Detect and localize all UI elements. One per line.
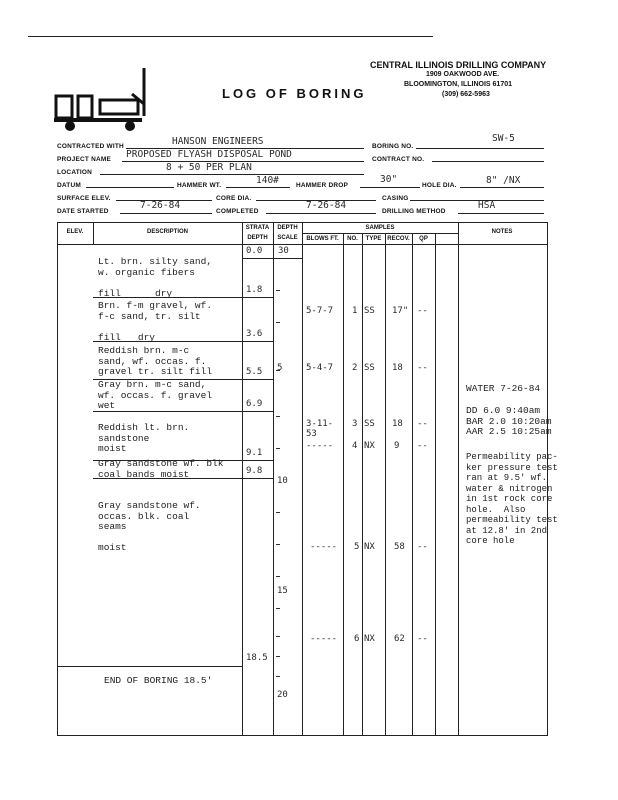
sample-recov: 17" [392, 306, 409, 316]
boring-no-value: SW-5 [492, 133, 515, 144]
col-blows: BLOWS FT. [306, 236, 339, 242]
strata-depth: 9.1 [246, 448, 263, 458]
location-value: 8 + 50 PER PLAN [166, 162, 252, 173]
date-started-label: DATE STARTED [57, 208, 109, 215]
project-name-label: PROJECT NAME [57, 156, 112, 163]
notes-readings: DD 6.0 9:40am BAR 2.0 10:20am AAR 2.5 10:25am [466, 405, 552, 437]
scale-mark-10: 10 [277, 476, 288, 486]
sample-blows: ----- [306, 441, 334, 451]
drilling-rig-logo [52, 66, 162, 134]
sample-qp: -- [417, 634, 428, 644]
strata-depth: 1.8 [246, 285, 263, 295]
datum-label: DATUM [57, 182, 81, 189]
sample-qp: -- [417, 542, 428, 552]
sample-no: 3 [352, 419, 358, 429]
layer-description: Gray sandstone wf. blk coal bands moist [98, 458, 224, 480]
project-name-value: PROPOSED FLYASH DISPOSAL POND [126, 149, 292, 160]
sample-type: NX [364, 634, 375, 644]
sample-blows: 3-11- 53 [306, 419, 334, 439]
layer-description: Gray brn. m-c sand, wf. occas. f. gravel wet [98, 379, 213, 411]
strata-depth: 5.5 [246, 367, 263, 377]
end-of-boring: END OF BORING 18.5' [104, 675, 213, 686]
sample-no: 1 [352, 306, 358, 316]
scale-start: 30 [278, 246, 289, 256]
drilling-method-value: HSA [478, 200, 496, 211]
hole-dia-label: HOLE DIA. [422, 182, 457, 189]
sample-recov: 9 [394, 441, 400, 451]
hole-dia-value: 8" /NX [486, 175, 521, 186]
completed-label: COMPLETED [216, 208, 259, 215]
sample-type: SS [364, 419, 375, 429]
company-city: BLOOMINGTON, ILLINOIS 61701 [404, 81, 513, 88]
strata-depth-top: 0.0 [246, 246, 263, 256]
sample-no: 5 [354, 542, 360, 552]
col-recov: RECOV. [387, 236, 410, 242]
col-elev: ELEV. [66, 229, 84, 235]
hammer-drop-value: 30" [380, 174, 398, 185]
col-strata: STRATA [245, 225, 270, 231]
boring-no-label: BORING NO. [372, 143, 414, 150]
casing-label: CASING [382, 195, 409, 202]
company-phone: (309) 662-5963 [442, 91, 490, 98]
layer-description: Lt. brn. silty sand, w. organic fibers fill dry [98, 256, 213, 299]
sample-blows: ----- [310, 634, 338, 644]
col-depth: DEPTH [247, 235, 268, 241]
sample-recov: 62 [394, 634, 405, 644]
notes-water: WATER 7-26-84 [466, 383, 541, 394]
strata-depth: 9.8 [246, 466, 263, 476]
scale-mark-15: 15 [277, 586, 288, 596]
layer-description: Reddish brn. m-c sand, wf. occas. f. gravel tr. silt fill [98, 345, 213, 377]
drilling-method-label: DRILLING METHOD [382, 208, 446, 215]
col-qp: QP [419, 236, 428, 242]
sample-no: 2 [352, 363, 358, 373]
notes-permeability: Permeability pac- ker pressure test ran at 9.5' wf. water & nitrogen in 1st rock core hole. Also permeability test at 12.8' in 2nd core hole [466, 452, 558, 546]
col-scale: SCALE [277, 235, 298, 241]
sample-qp: -- [417, 306, 428, 316]
scale-mark-20: 20 [277, 690, 288, 700]
layer-description: Gray sandstone wf. occas. blk. coal seams moist [98, 500, 201, 553]
col-no: NO. [347, 236, 358, 242]
company-address: 1909 OAKWOOD AVE. [426, 71, 500, 78]
sample-recov: 58 [394, 542, 405, 552]
sample-no: 4 [352, 441, 358, 451]
contracted-with-label: CONTRACTED WITH [57, 143, 124, 150]
col-description: DESCRIPTION [146, 229, 188, 235]
contract-no-label: CONTRACT NO. [372, 156, 425, 163]
col-depth-scale: DEPTH [277, 225, 298, 231]
hammer-wt-label: HAMMER WT. [177, 182, 222, 189]
col-notes: NOTES [491, 229, 513, 235]
core-dia-label: CORE DIA. [216, 195, 252, 202]
sample-blows: 5-7-7 [306, 306, 334, 316]
strata-depth: 18.5 [246, 653, 268, 663]
page-title: LOG OF BORING [222, 86, 367, 101]
sample-qp: -- [417, 363, 428, 373]
strata-depth: 3.6 [246, 329, 263, 339]
sample-blows: ----- [310, 542, 338, 552]
sample-type: NX [364, 441, 375, 451]
sample-recov: 18 [392, 363, 403, 373]
sample-recov: 18 [392, 419, 403, 429]
scale-mark-5: 5 [277, 363, 283, 373]
col-type: TYPE [365, 236, 382, 242]
date-started-value: 7-26-84 [140, 200, 181, 211]
sample-blows: 5-4-7 [306, 363, 334, 373]
top-rule [28, 36, 433, 37]
sample-type: SS [364, 306, 375, 316]
contracted-with-value: HANSON ENGINEERS [172, 136, 264, 147]
location-label: LOCATION [57, 169, 93, 176]
company-name: CENTRAL ILLINOIS DRILLING COMPANY [370, 60, 547, 70]
layer-description: Brn. f-m gravel, wf. f-c sand, tr. silt fill dry [98, 300, 213, 343]
strata-depth: 6.9 [246, 399, 263, 409]
hammer-wt-value: 140# [256, 175, 279, 186]
col-samples: SAMPLES [365, 225, 395, 231]
hammer-drop-label: HAMMER DROP [296, 182, 349, 189]
completed-value: 7-26-84 [306, 200, 347, 211]
sample-qp: -- [417, 441, 428, 451]
sample-qp: -- [417, 419, 428, 429]
surface-elev-label: SURFACE ELEV. [57, 195, 111, 202]
layer-description: Reddish lt. brn. sandstone moist [98, 422, 190, 454]
sample-type: SS [364, 363, 375, 373]
sample-no: 6 [354, 634, 360, 644]
sample-type: NX [364, 542, 375, 552]
